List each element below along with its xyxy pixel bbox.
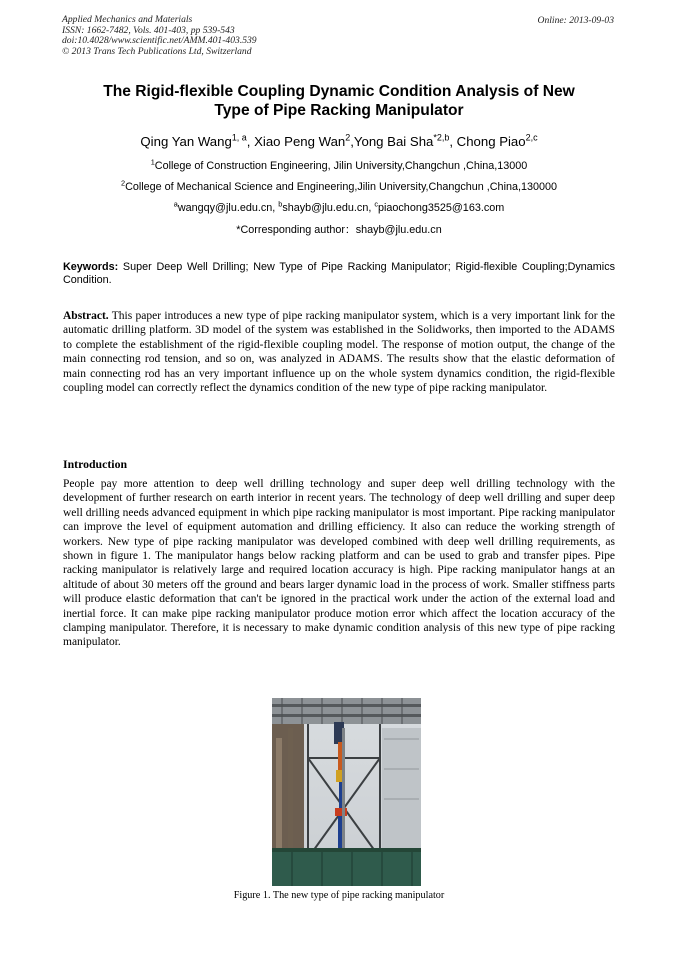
- author-2-affil: 2: [345, 132, 351, 143]
- email-b-mark: b: [278, 199, 283, 209]
- abstract-text: This paper introduces a new type of pipe racking manipulator system, which is a very important link for the automatic drilling platform. 3D model of the system was established in the Solidworks, then imported to the ADAMS to complete the establishment of the rigid-flexible coupling model. The response of motion output, the change of the main connecting rod tension, and so on, was analyzed in ADAMS. The results show that the elastic deformation of main connecting rod has an very important influence up on the whole system dynamics condition, the rigid-flexible coupling model can correctly reflect the dynamics condition of the new type of pipe racking manipulator.: [63, 310, 615, 395]
- section-heading-introduction: Introduction: [63, 457, 128, 471]
- pipe-racking-manipulator-photo: [272, 698, 421, 886]
- paper-title: [62, 82, 616, 120]
- author-3: ,Yong Bai Sha: [350, 134, 434, 149]
- author-1: Qing Yan Wang: [140, 134, 232, 149]
- affiliation-1: [40, 157, 638, 173]
- email-c-mark: c: [374, 199, 378, 209]
- keywords: [63, 261, 615, 287]
- email-line: [40, 199, 638, 215]
- online-date: Online: 2013-09-03: [537, 15, 614, 26]
- affiliation-1-mark: 1: [150, 157, 155, 167]
- author-list: [62, 134, 616, 150]
- affiliation-2: [40, 178, 638, 194]
- issn-line: ISSN: 1662-7482, Vols. 401-403, pp 539-543: [62, 24, 235, 36]
- keywords-text: Super Deep Well Drilling; New Type of Pipe Racking Manipulator; Rigid-flexible Coupling;Dynamics Condition.: [63, 261, 615, 286]
- affiliation-2-text: College of Mechanical Science and Engineering,Jilin University,Changchun ,China,130000: [125, 181, 558, 193]
- email-b: shayb@jlu.edu.cn,: [282, 202, 375, 214]
- abstract-label: Abstract.: [63, 310, 109, 322]
- figure-1-caption: Figure 1. The new type of pipe racking manipulator: [233, 890, 445, 901]
- email-a: wangqy@jlu.edu.cn,: [177, 202, 279, 214]
- introduction-paragraph: People pay more attention to deep well drilling technology and super deep well drilling technology with the development of further research on earth interior in recent years. The technology of deep well drilling and super deep well drilling needs advanced equipment in which pipe racking manipulator is most important. Pipe racking manipulator can improve the level of equipment automation and drilling efficiency. It also can reduce the working strength of workers. New type of pipe racking manipulator was developed combined with deep well drilling requirements, as shown in figure 1. The manipulator hangs below racking platform and can be used to grab and transfer pipes. Pipe racking manipulator is relatively large and required location accuracy is high. Pipe racking manipulator hangs at an altitude of about 30 meters off the ground and bears larger dynamic load in the process of work. Smaller stiffness parts will produce elastic deformation that can't be ignored in the practical work under the action of the external load and inertial force. It can make pipe racking manipulator produce motion error which affect the location accuracy of the clamping manipulator. Therefore, it is necessary to make dynamic condition analysis of this new type of pipe racking manipulator.: [63, 478, 615, 649]
- abstract: [63, 309, 615, 395]
- author-1-affil: 1, a: [231, 132, 247, 143]
- author-2: , Xiao Peng Wan: [246, 134, 346, 149]
- author-4-affil: 2,c: [525, 132, 538, 143]
- figure-1-photo: [272, 698, 421, 886]
- affiliation-2-mark: 2: [120, 178, 126, 188]
- title-line-1: The Rigid-flexible Coupling Dynamic Condition Analysis of New: [103, 83, 575, 100]
- journal-name: Applied Mechanics and Materials: [62, 14, 193, 25]
- corresponding-author: *Corresponding author：shayb@jlu.edu.cn: [236, 224, 442, 236]
- title-line-2: Type of Pipe Racking Manipulator: [214, 102, 464, 119]
- keywords-label: Keywords:: [63, 261, 119, 273]
- copyright-line: © 2013 Trans Tech Publications Ltd, Switzerland: [62, 45, 252, 57]
- affiliation-1-text: College of Construction Engineering, Jilin University,Changchun ,China,13000: [154, 160, 528, 172]
- author-4: , Chong Piao: [449, 134, 526, 149]
- author-3-affil: *2,b: [433, 132, 450, 143]
- doi-line: doi:10.4028/www.scientific.net/AMM.401-403.539: [62, 35, 257, 47]
- email-c: piaochong3525@163.com: [378, 202, 505, 214]
- email-a-mark: a: [173, 199, 178, 209]
- journal-header: [62, 15, 257, 57]
